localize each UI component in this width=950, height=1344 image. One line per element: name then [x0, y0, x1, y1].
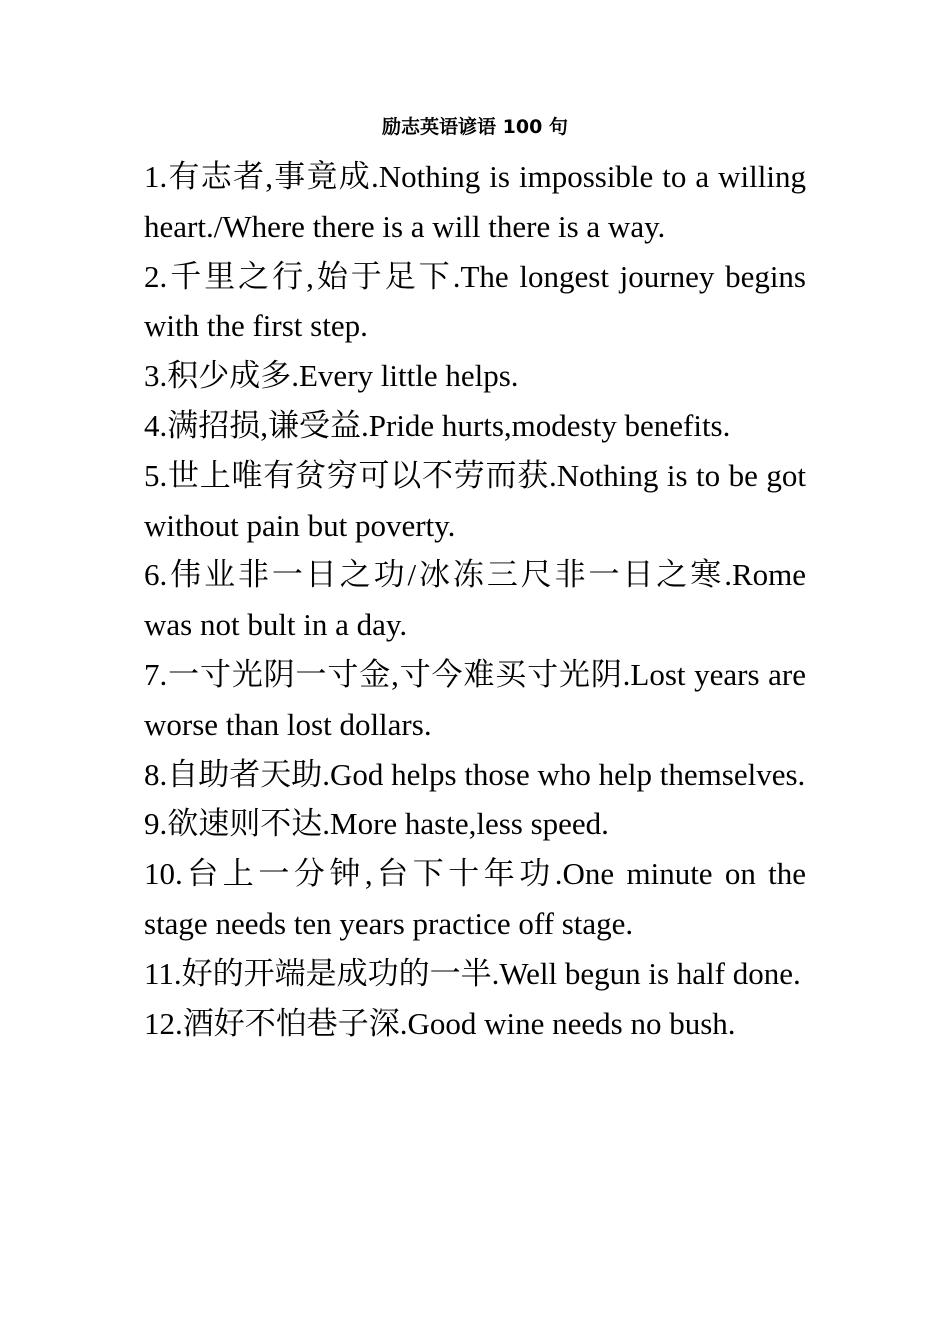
- proverb-entry: 7.一寸光阴一寸金,寸今难买寸光阴.Lost years are worse than lost dollars.: [144, 656, 806, 742]
- proverb-entry: 11.好的开端是成功的一半.Well begun is half done.: [144, 955, 801, 991]
- proverb-entry: 8.自助者天助.God helps those who help themselves.: [144, 756, 806, 792]
- proverb-entry: 3.积少成多.Every little helps.: [144, 358, 519, 394]
- document-title: 励志英语谚语 100 句: [382, 116, 568, 138]
- proverb-entry: 5.世上唯有贫穷可以不劳而获.Nothing is to be got without pain but poverty.: [144, 457, 806, 543]
- proverb-entry: 4.满招损,谦受益.Pride hurts,modesty benefits.: [144, 407, 731, 443]
- proverb-entry: 6.伟业非一日之功/冰冻三尺非一日之寒.Rome was not bult in a day.: [144, 557, 806, 643]
- proverb-entry: 9.欲速则不达.More haste,less speed.: [144, 806, 609, 842]
- proverb-entry: 10.台上一分钟,台下十年功.One minute on the stage needs ten years practice off stage.: [144, 856, 806, 941]
- proverb-entry: 1.有志者,事竟成.Nothing is impossible to a willing heart./Where there is a will there is a way.: [144, 159, 806, 244]
- proverb-list: [144, 152, 806, 1048]
- proverb-entry: 12.酒好不怕巷子深.Good wine needs no bush.: [144, 1005, 736, 1041]
- proverb-entry: 2.千里之行,始于足下.The longest journey begins with the first step.: [144, 258, 806, 344]
